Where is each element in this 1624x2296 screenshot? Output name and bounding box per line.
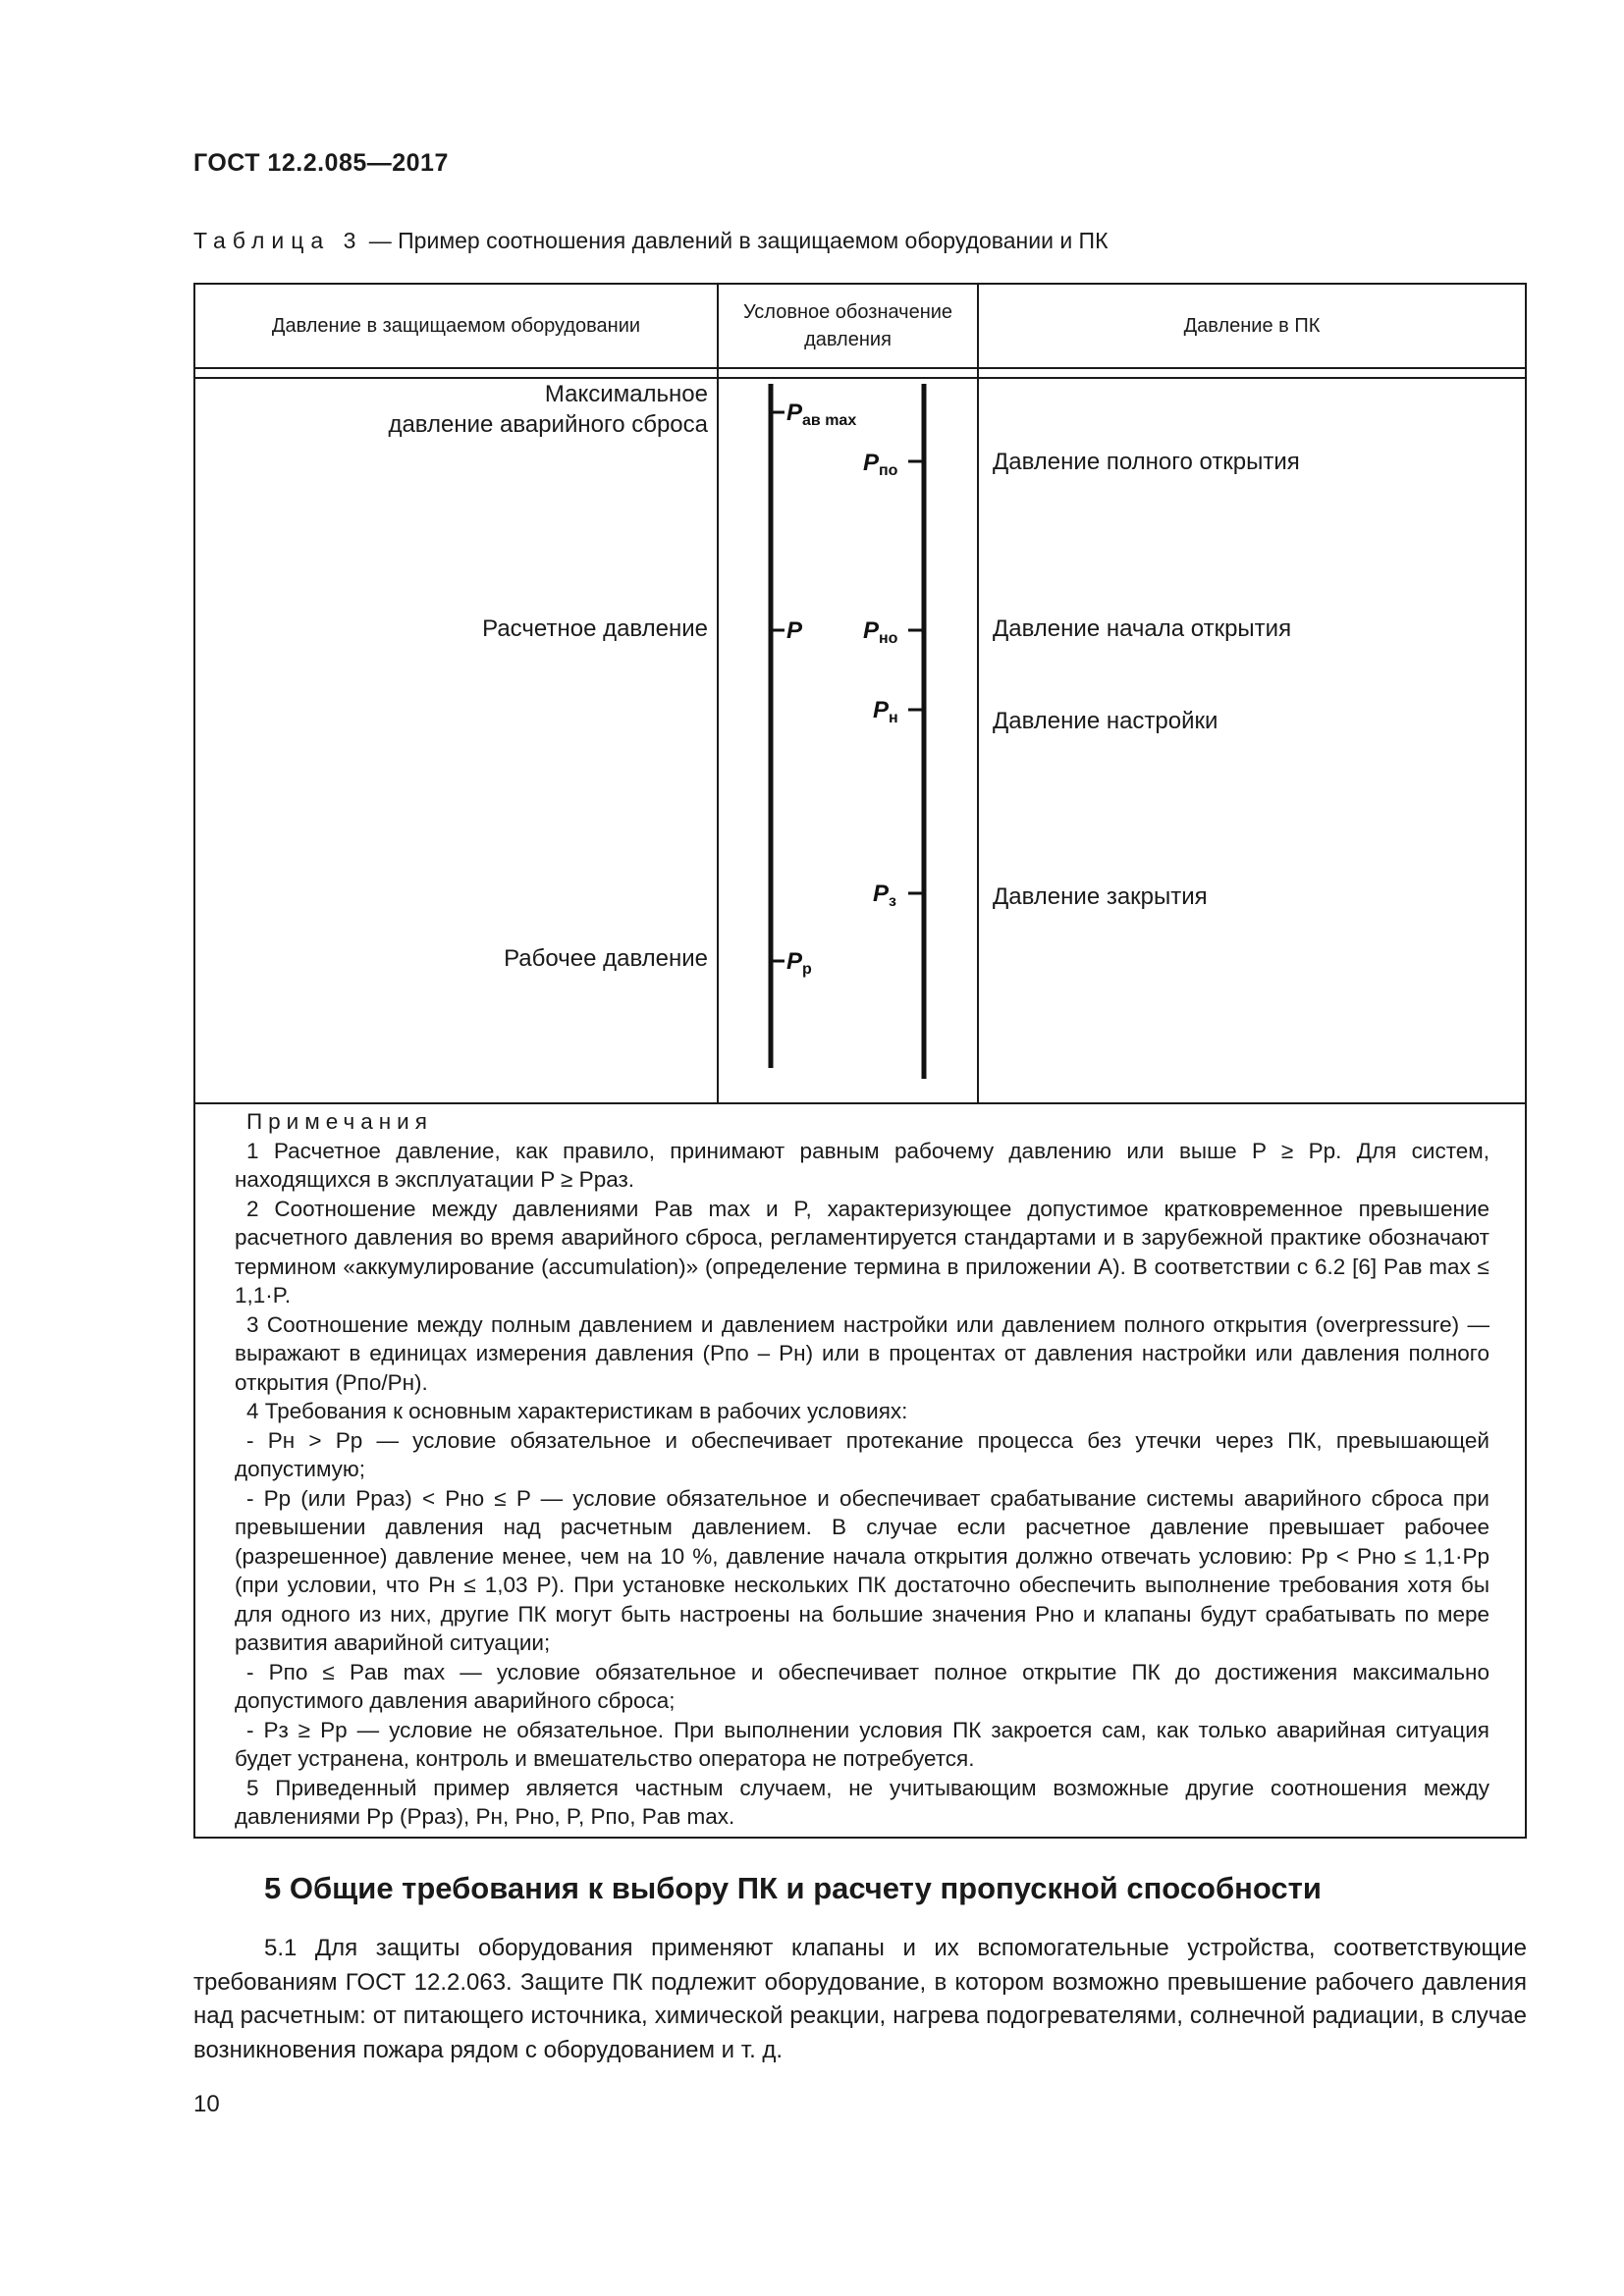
symbol-column: [719, 379, 977, 1102]
equipment-column: [195, 379, 708, 1102]
label-full-open: Давление полного открытия: [993, 449, 1300, 475]
label-work-pressure: Рабочее давление: [504, 945, 708, 972]
symbol-p-r: $P_р$: [786, 948, 812, 978]
page-number: 10: [193, 2091, 220, 2117]
label-max-pressure-line2: давление аварийного сброса: [388, 411, 708, 438]
symbol-p-z: $P_з$: [873, 881, 896, 910]
table-caption-label: Таблица 3: [193, 228, 363, 253]
table-caption-text: — Пример соотношения давлений в защищаемом оборудовании и ПК: [362, 228, 1109, 253]
table-caption: [193, 228, 1109, 254]
label-setting: Давление настройки: [993, 708, 1218, 734]
symbol-p-n: $P_н$: [873, 697, 898, 726]
pressure-scale-diagram: [719, 379, 977, 1102]
note-4b: - Pр (или Pраз) < Pно ≤ P — условие обязательное и обеспечивает срабатывание системы аварийного сброса при превышении давления над расчетным давлением. В случае если расчетное давление превышает рабочее (разрешенное) давление менее, чем на 10 %, давление начала открытия должно отвечать условию: Pр < Pно ≤ 1,1·Pр (при условии, что Pн ≤ 1,03 P). При установке нескольких ПК достаточно обеспечить выполнение требования хотя бы для одного из них, другие ПК могут быть настроены на большие значения Pно и клапаны будут срабатывать по мере развития аварийной ситуации;: [235, 1485, 1489, 1655]
header-divider: [195, 367, 1525, 369]
label-closing: Давление закрытия: [993, 883, 1208, 910]
note-4: 4 Требования к основным характеристикам в рабочих условиях:: [246, 1399, 908, 1423]
section-title: 5 Общие требования к выбору ПК и расчету пропускной способности: [264, 1871, 1322, 1905]
note-2: 2 Соотношение между давлениями Pав max и P, характеризующее допустимое кратковременное превышение расчетного давления во время аварийного сброса, регламентируется стандартами и в зарубежной практике обозначают термином «аккумулирование (accumulation)» (определение термина в приложении А). В соответствии с 6.2 [6] Pав max ≤ 1,1·P.: [235, 1196, 1489, 1308]
symbol-p-no: $P_{но}$: [863, 617, 898, 647]
col-header-valve: Давление в ПК: [1183, 315, 1321, 337]
valve-column: [993, 379, 1523, 1102]
notes-title: Примечания: [246, 1109, 433, 1134]
table-notes: [235, 1107, 1489, 1832]
pressure-table: [193, 283, 1527, 1839]
col-divider-2: [977, 285, 979, 1104]
symbol-p-po: $P_{по}$: [863, 450, 898, 479]
symbol-p: P: [786, 617, 803, 644]
label-calc-pressure: Расчетное давление: [482, 615, 708, 642]
symbol-p-ab-max: $P_{ав max}$: [786, 400, 857, 429]
section-paragraph: 5.1 Для защиты оборудования применяют клапаны и их вспомогательные устройства, соответствующие требованиям ГОСТ 12.2.063. Защите ПК подлежит оборудование, в котором возможно превышение рабочего давления над расчетным: от питающего источника, химической реакции, нагрева подогревателями, солнечной радиации, в случае возникновения пожара рядом с оборудованием и т. д.: [193, 1935, 1527, 2063]
note-5: 5 Приведенный пример является частным случаем, не учитывающим возможные другие соотношения между давлениями Pр (Pраз), Pн, Pно, P, Pпо, Pав max.: [235, 1775, 1489, 1829]
note-4a: - Pн > Pр — условие обязательное и обеспечивает протекание процесса без утечки через ПК, превышающей допустимую;: [235, 1427, 1489, 1481]
note-3: 3 Соотношение между полным давлением и давлением настройки или давлением полного открытия (overpressure) — выражают в единицах измерения давления (Pпо – Pн) или в процентах от давления настройки или давления полного открытия (Pпо/Pн).: [235, 1311, 1489, 1395]
note-4c: - Pпо ≤ Pав max — условие обязательное и обеспечивает полное открытие ПК до достижения максимально допустимого давления аварийного сброса;: [235, 1659, 1489, 1713]
document-header: ГОСТ 12.2.085—2017: [193, 149, 449, 177]
label-max-pressure-line1: Максимальное: [544, 381, 708, 407]
note-1: 1 Расчетное давление, как правило, принимают равным рабочему давлению или выше P ≥ Pр. Для систем, находящихся в эксплуатации P ≥ Pраз.: [235, 1138, 1489, 1192]
body-notes-divider: [195, 1102, 1525, 1104]
label-open-start: Давление начала открытия: [993, 615, 1292, 642]
col-header-symbol: Условное обозначение давления: [742, 301, 953, 350]
note-4d: - Pз ≥ Pр — условие не обязательное. При выполнении условия ПК закроется сам, как только аварийная ситуация будет устранена, контроль и вмешательство оператора не потребуется.: [235, 1717, 1489, 1771]
col-header-equipment: Давление в защищаемом оборудовании: [271, 315, 641, 337]
